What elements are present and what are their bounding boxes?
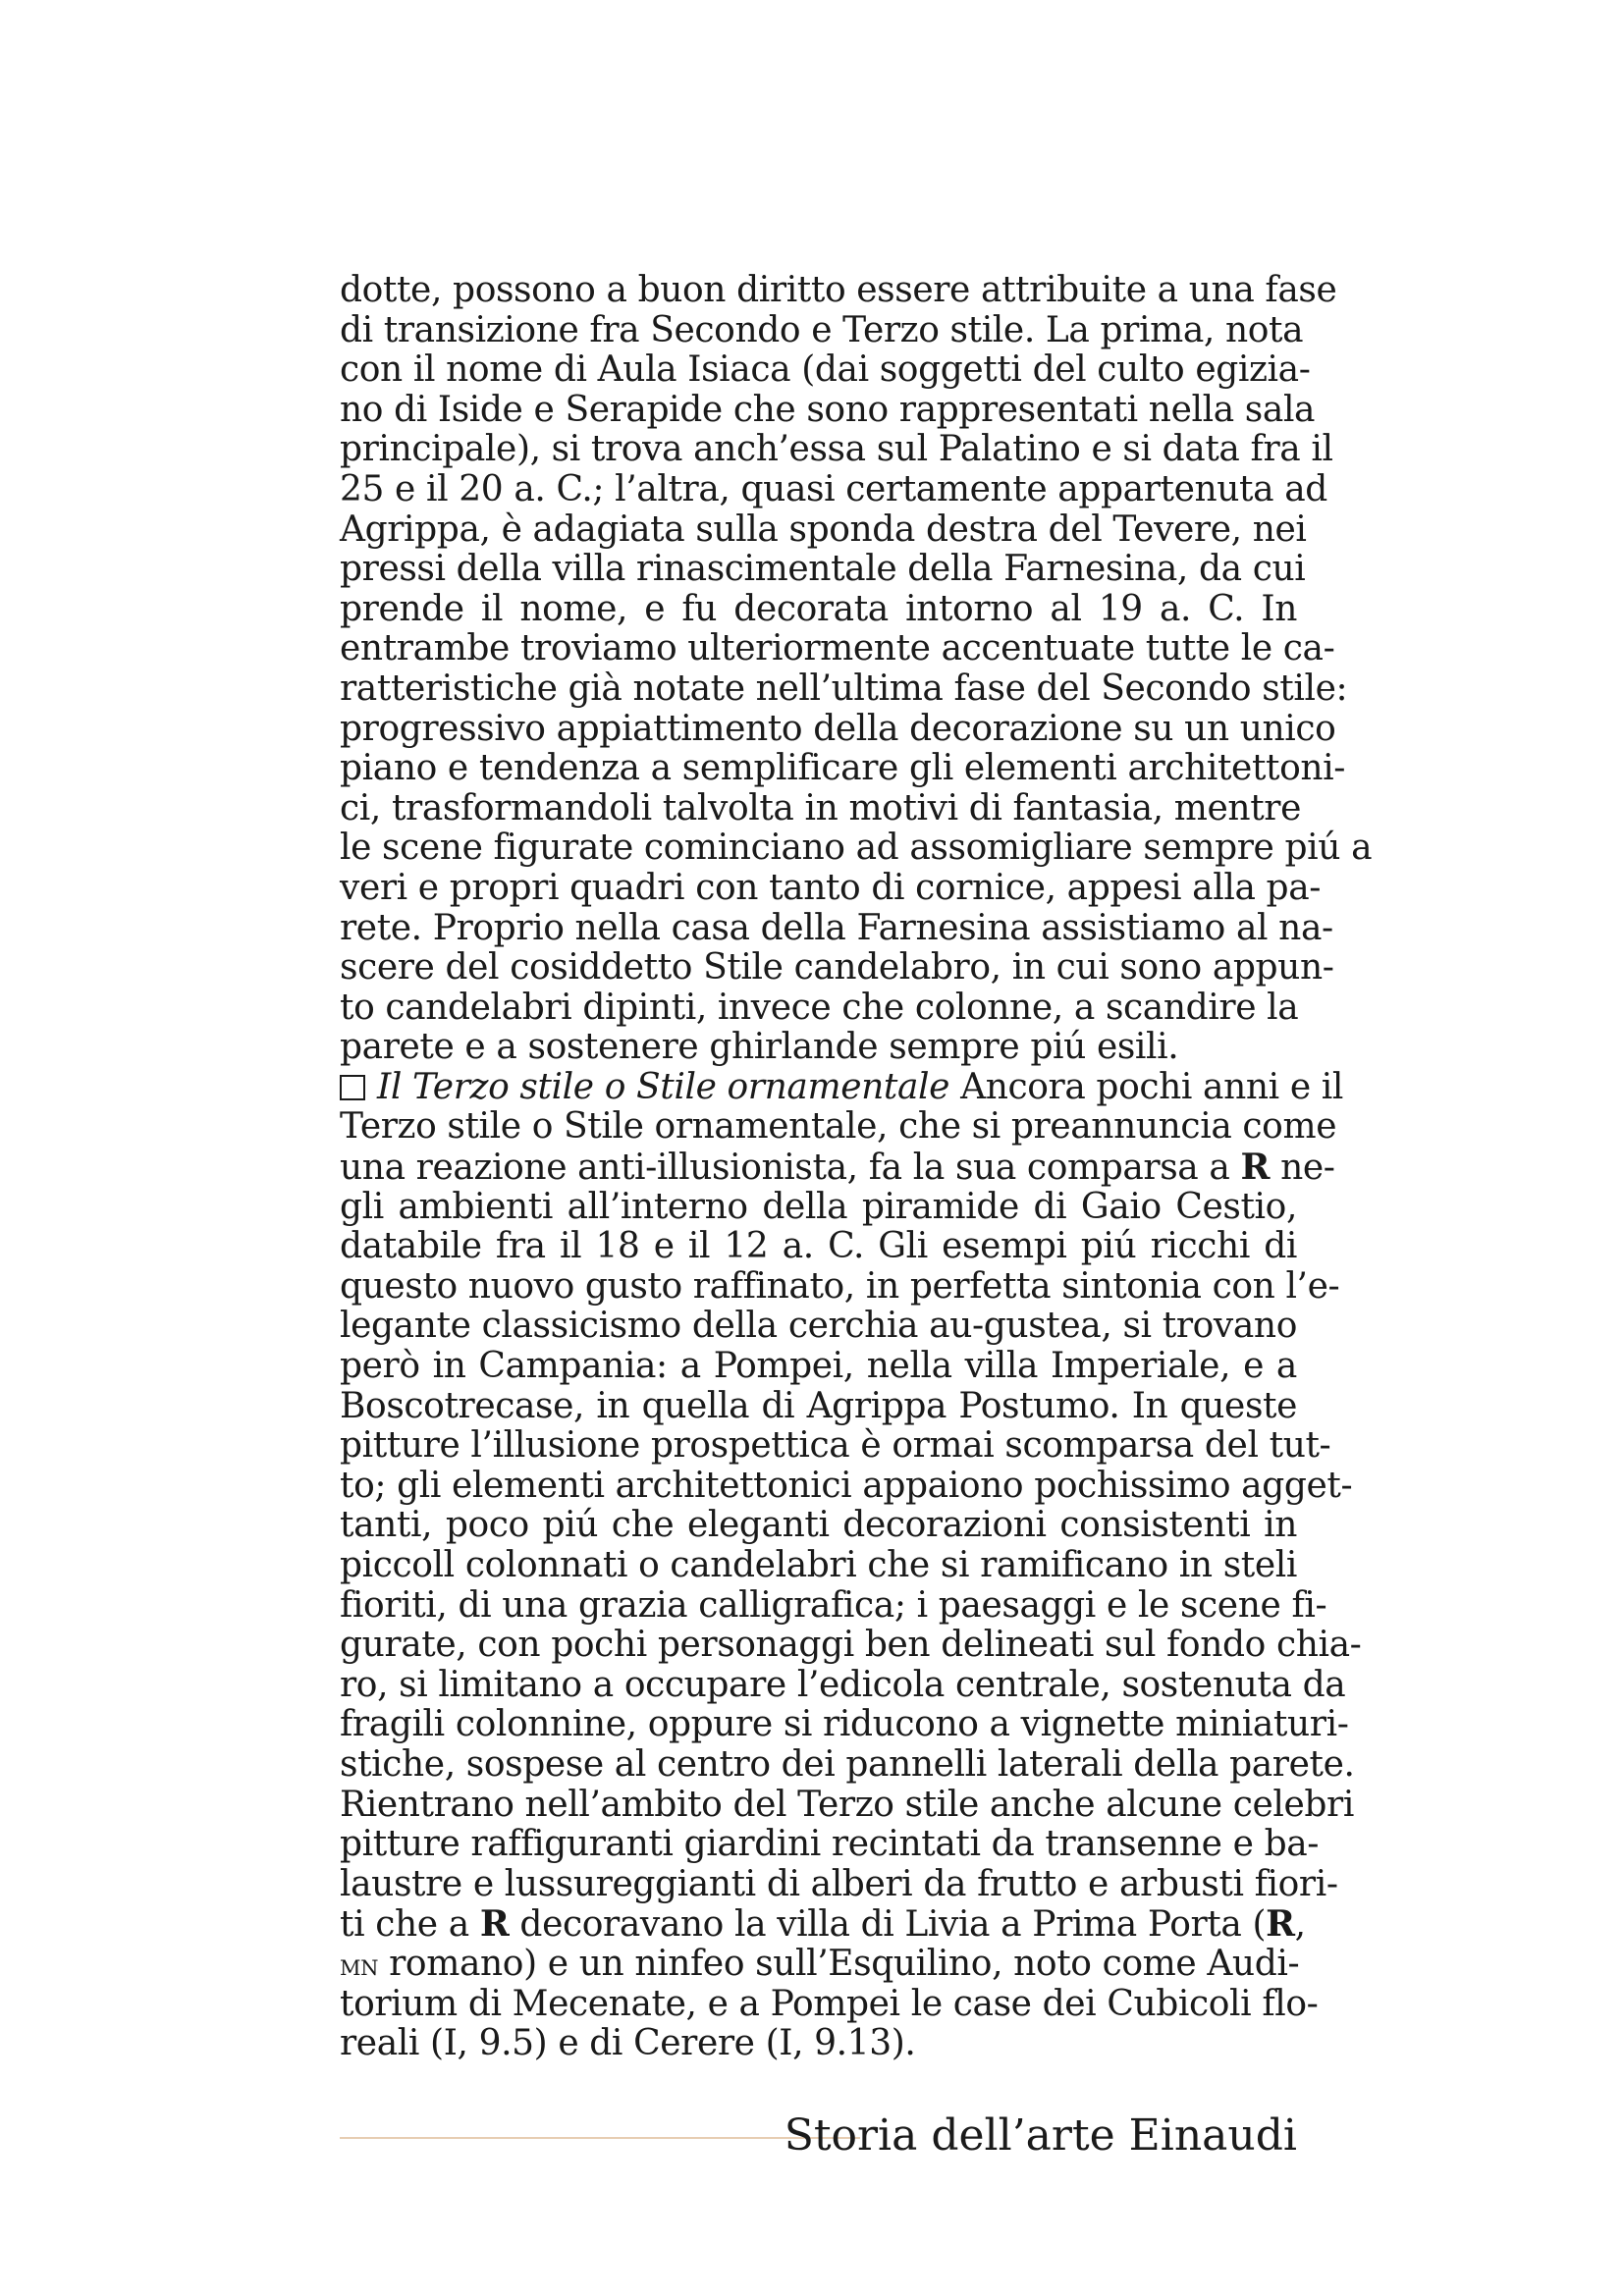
text-line: gurate, con pochi personaggi ben delineati sul fondo chia- xyxy=(340,1625,1362,1666)
text-line: di transizione fra Secondo e Terzo stile. La prima, nota xyxy=(340,309,1304,350)
museum-abbrev: mn xyxy=(340,1948,379,1983)
text-line: gli ambienti all’interno della piramide di Gaio Cestio, xyxy=(340,1186,1297,1227)
text-line: tanti, poco piú che eleganti decorazioni consistenti in xyxy=(340,1505,1297,1546)
text-line: progressivo appiattimento della decorazione su un unico xyxy=(340,708,1336,749)
text-fragment: Ancora pochi anni e il xyxy=(960,1066,1344,1107)
text-line xyxy=(340,1943,1300,1985)
text-line: scere del cosiddetto Stile candelabro, in cui sono appun- xyxy=(340,947,1334,988)
text-line: legante classicismo della cerchia au-gustea, si trovano xyxy=(340,1306,1297,1347)
section-heading-line xyxy=(340,1066,1344,1108)
text-fragment: decoravano la villa di Livia a Prima Porta ( xyxy=(519,1904,1267,1946)
text-line: con il nome di Aula Isiaca (dai soggetti del culto egizia- xyxy=(340,349,1311,391)
text-line: Agrippa, è adagiata sulla sponda destra del Tevere, nei xyxy=(340,508,1307,550)
footer-rule xyxy=(340,2137,860,2139)
text-line: prende il nome, e fu decorata intorno al 19 a. C. In xyxy=(340,588,1297,629)
text-line: ci, trasformandoli talvolta in motivi di fantasia, mentre xyxy=(340,787,1301,828)
text-line: pressi della villa rinascimentale della Farnesina, da cui xyxy=(340,549,1306,590)
rome-marker: R xyxy=(479,1903,510,1946)
text-line: ro, si limitano a occupare l’edicola centrale, sostenuta da xyxy=(340,1664,1346,1705)
text-line: to candelabri dipinti, invece che colonne, a scandire la xyxy=(340,987,1299,1028)
main-text-block xyxy=(340,270,1373,2064)
text-fragment: ne- xyxy=(1280,1148,1335,1189)
rome-marker: R xyxy=(1266,1903,1295,1946)
text-line: stiche, sospese al centro dei pannelli laterali della parete. xyxy=(340,1743,1355,1785)
text-line: to; gli elementi architettonici appaiono pochissimo agget- xyxy=(340,1465,1353,1506)
text-line: però in Campania: a Pompei, nella villa Imperiale, e a xyxy=(340,1346,1297,1387)
text-line: reali (I, 9.5) e di Cerere (I, 9.13). xyxy=(340,2023,916,2064)
text-line: piccoll colonnati o candelabri che si ramificano in steli xyxy=(340,1545,1298,1585)
text-line: rete. Proprio nella casa della Farnesina assistiamo al na- xyxy=(340,907,1333,948)
text-line: Rientrano nell’ambito del Terzo stile anche alcune celebri xyxy=(340,1784,1354,1825)
text-line: laustre e lussureggianti di alberi da frutto e arbusti fiori- xyxy=(340,1863,1338,1904)
rome-marker: R xyxy=(1240,1147,1271,1189)
text-line: entrambe troviamo ulteriormente accentuate tutte le ca- xyxy=(340,628,1335,669)
text-line: principale), si trova anch’essa sul Palatino e si data fra il xyxy=(340,429,1333,470)
square-bullet-icon xyxy=(340,1075,365,1100)
text-line: ratteristiche già notate nell’ultima fase del Secondo stile: xyxy=(340,667,1348,709)
text-line: veri e propri quadri con tanto di cornice, appesi alla pa- xyxy=(340,867,1322,908)
text-line: parete e a sostenere ghirlande sempre piú esili. xyxy=(340,1027,1179,1068)
footer-title: Storia dell’arte Einaudi xyxy=(784,2110,1297,2161)
text-fragment: una reazione anti-illusionista, fa la sua comparsa a xyxy=(340,1148,1230,1189)
text-line: piano e tendenza a semplificare gli elementi architettoni- xyxy=(340,748,1346,789)
text-line: pitture l’illusione prospettica è ormai scomparsa del tut- xyxy=(340,1425,1331,1467)
text-line: Boscotrecase, in quella di Agrippa Postumo. In queste xyxy=(340,1385,1297,1426)
text-line: fioriti, di una grazia calligrafica; i paesaggi e le scene fi- xyxy=(340,1584,1327,1626)
text-line: fragili colonnine, oppure si riducono a vignette miniaturi- xyxy=(340,1704,1349,1745)
text-line: torium di Mecenate, e a Pompei le case dei Cubicoli flo- xyxy=(340,1983,1319,2024)
text-line: pitture raffiguranti giardini recintati da transenne e ba- xyxy=(340,1824,1320,1865)
text-fragment: ti che a xyxy=(340,1904,469,1946)
text-line: le scene figurate cominciano ad assomigliare sempre piú a xyxy=(340,828,1373,869)
text-line: dotte, possono a buon diritto essere attribuite a una fase xyxy=(340,270,1337,310)
section-heading: Il Terzo stile o Stile ornamentale xyxy=(377,1066,950,1107)
text-fragment: , xyxy=(1294,1904,1306,1946)
text-line: no di Iside e Serapide che sono rappresentati nella sala xyxy=(340,389,1316,430)
text-line xyxy=(340,1147,1335,1189)
text-line: Terzo stile o Stile ornamentale, che si preannuncia come xyxy=(340,1106,1337,1148)
text-line: 25 e il 20 a. C.; l’altra, quasi certamente appartenuta ad xyxy=(340,468,1327,509)
text-fragment: romano) e un ninfeo sull’Esquilino, noto come Audi- xyxy=(389,1943,1300,1984)
text-line: questo nuovo gusto raffinato, in perfetta sintonia con l’e- xyxy=(340,1265,1340,1307)
text-line xyxy=(340,1903,1306,1946)
text-line: databile fra il 18 e il 12 a. C. Gli esempi piú ricchi di xyxy=(340,1226,1297,1267)
